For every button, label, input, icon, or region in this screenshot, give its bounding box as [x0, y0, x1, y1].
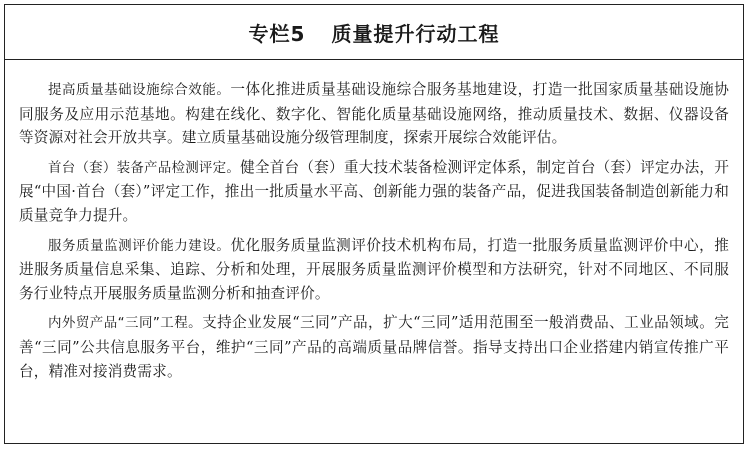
column-title [249, 18, 500, 47]
paragraph-lead: 内外贸产品“三同”工程。 [48, 315, 203, 332]
paragraph-first-set-equipment [19, 156, 729, 228]
paragraph-text: 一体化推进质量基础设施综合服务基地建设，打造一批国家质量基础设施协同服务及应用示范基地。构建在线化、数字化、智能化质量基础设施网络，推动质量技术、数据、仪器设备等资源对社会开放共享。建立质量基础设施分级管理制度，探索开展综合效能评估。 [19, 81, 729, 147]
column-box [4, 4, 744, 444]
paragraph-lead: 提高质量基础设施综合效能。 [48, 82, 231, 98]
paragraph-lead: 首台（套）装备产品检测评定。 [48, 159, 241, 176]
paragraph-text: 优化服务质量监测评价技术机构布局，打造一批服务质量监测评价中心，推进服务质量信息采集、追踪、分析和处理，开展服务质量监测评价模型和方法研究，针对不同地区、不同服务行业特点开展服务质量监测分析和抽查评价。 [19, 236, 729, 302]
paragraph-three-same [19, 311, 729, 383]
paragraph-lead: 服务质量监测评价能力建设。 [48, 237, 231, 254]
column-content [5, 60, 743, 383]
column-header [5, 5, 743, 60]
paragraph-service-quality [19, 234, 729, 306]
column-number: 专栏5 [248, 21, 306, 46]
paragraph-quality-infrastructure [19, 78, 729, 150]
column-heading: 质量提升行动工程 [331, 21, 500, 46]
paragraph-text: 支持企业发展“三同”产品，扩大“三同”适用范围至一般消费品、工业品领域。完善“三同”公共信息服务平台，维护“三同”产品的高端质量品牌信誉。指导支持出口企业搭建内销宣传推广平台，精准对接消费需求。 [19, 314, 730, 380]
paragraph-text: 健全首台（套）重大技术装备检测评定体系，制定首台（套）评定办法，开展“中国·首台（套）”评定工作，推出一批质量水平高、创新能力强的装备产品，促进我国装备制造创新能力和质量竞争力提升。 [19, 158, 729, 224]
